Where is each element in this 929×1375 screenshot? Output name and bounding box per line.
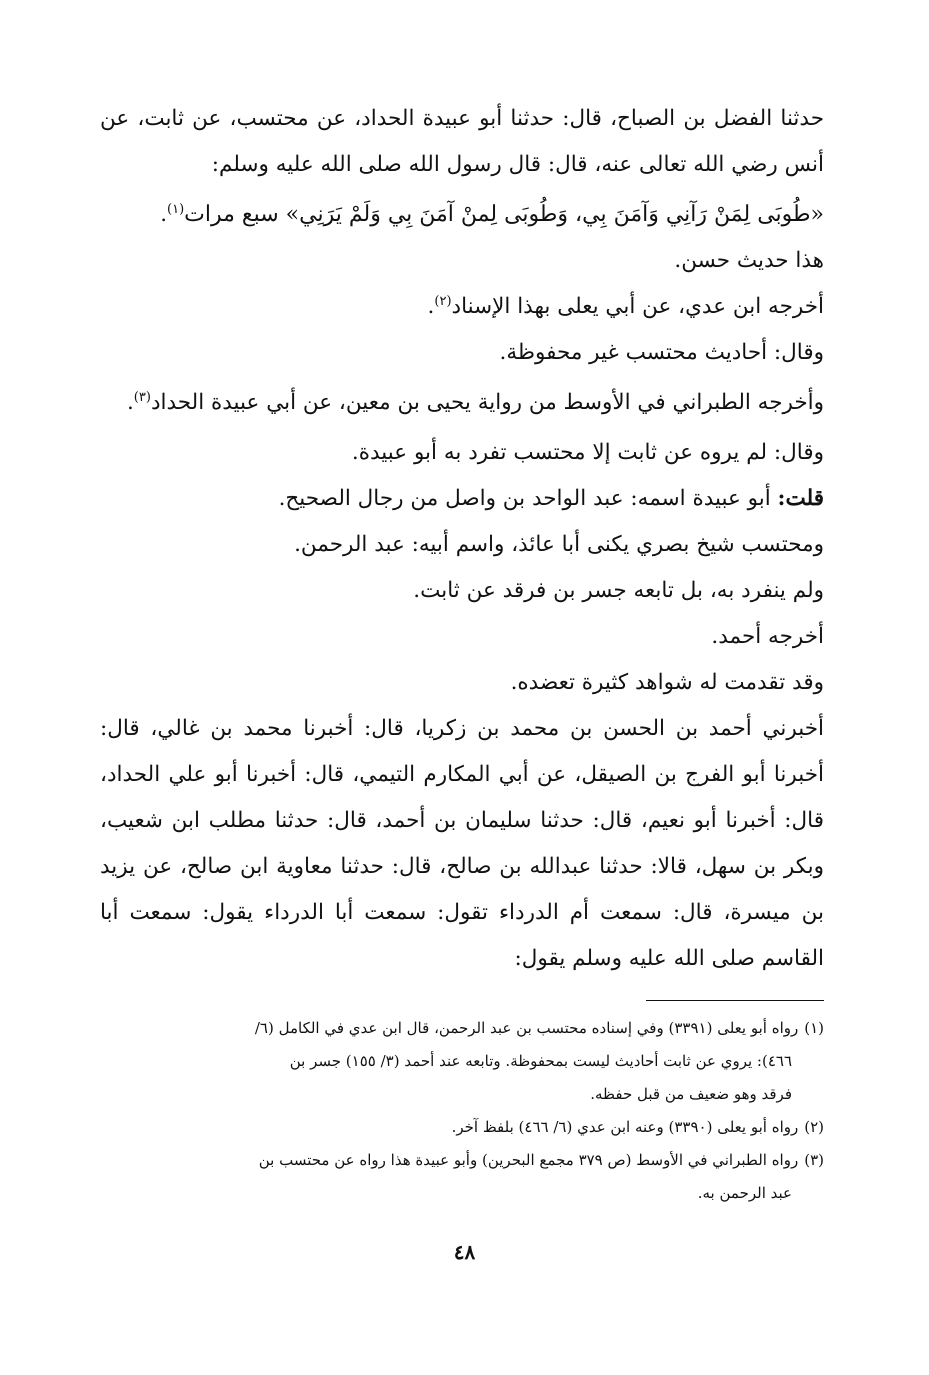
footnote-1-line-1 xyxy=(100,1012,824,1045)
hadith-body: «طُوبَى لِمَنْ رَآنِي وَآمَنَ بِي، وَطُوبَى لِمنْ آمَنَ بِي وَلَمْ يَرَنِي» سبع مرات xyxy=(184,202,824,227)
hadith-end: . xyxy=(160,202,168,227)
author-note-label: قلت: xyxy=(777,486,824,511)
footnote-1-text-1: رواه أبو يعلى (٣٣٩١) وفي إسناده محتسب بن عبد الرحمن، قال ابن عدي في الكامل (٦/ xyxy=(254,1019,799,1037)
footnote-divider xyxy=(646,1000,824,1001)
grading-line: هذا حديث حسن. xyxy=(674,248,824,273)
footnote-3-text-1: رواه الطبراني في الأوسط (ص ٣٧٩ مجمع البحرين) وأبو عبيدة هذا رواه عن محتسب بن xyxy=(258,1151,799,1169)
footnote-1-line-3: فرقد وهو ضعيف من قبل حفظه. xyxy=(590,1085,792,1103)
footnote-1-number: (١) xyxy=(804,1019,824,1037)
tabarani-comment: وقال: لم يروه عن ثابت إلا محتسب تفرد به أبو عبيدة. xyxy=(351,440,824,465)
ibn-adi-text: أخرجه ابن عدي، عن أبي يعلى بهذا الإسناد xyxy=(451,294,824,319)
ahmad-line: أخرجه أحمد. xyxy=(711,624,824,649)
footnote-3-number: (٣) xyxy=(804,1151,824,1169)
ibn-adi-line xyxy=(100,284,824,330)
footnote-3-line-1 xyxy=(100,1144,824,1177)
footnote-ref-1: (١) xyxy=(167,201,185,217)
author-note xyxy=(100,476,824,522)
page-number: ٤٨ xyxy=(453,1240,476,1264)
footnote-ref-2: (٢) xyxy=(434,293,452,309)
tabarani-end: . xyxy=(126,390,134,415)
paragraph-chain-1: حدثنا الفضل بن الصباح، قال: حدثنا أبو عبيدة الحداد، عن محتسب، عن ثابت، عن أنس رضي الله تعالى عنه، قال: قال رسول الله صلى الله عليه وسلم: xyxy=(100,106,824,177)
corroboration-note: ولم ينفرد به، بل تابعه جسر بن فرقد عن ثابت. xyxy=(413,578,824,603)
muhtasib-note: ومحتسب شيخ بصري يكنى أبا عائذ، واسم أبيه: عبد الرحمن. xyxy=(294,532,824,557)
author-note-text: أبو عبيدة اسمه: عبد الواحد بن واصل من رجال الصحيح. xyxy=(278,486,778,511)
main-text xyxy=(100,96,824,982)
footnote-2-text: رواه أبو يعلى (٣٣٩٠) وعنه ابن عدي (٦/ ٤٦٦) بلفظ آخر. xyxy=(451,1118,799,1136)
hadith-text xyxy=(100,192,824,238)
tabarani-text: وأخرجه الطبراني في الأوسط من رواية يحيى بن معين، عن أبي عبيدة الحداد xyxy=(150,390,824,415)
footnote-1-line-2: ٤٦٦): يروي عن ثابت أحاديث ليست بمحفوظة. وتابعه عند أحمد (٣/ ١٥٥) جسر بن xyxy=(289,1052,792,1070)
ibn-adi-end: . xyxy=(427,294,435,319)
footnote-2-number: (٢) xyxy=(804,1118,824,1136)
footnotes xyxy=(100,1012,824,1210)
tabarani-line xyxy=(100,380,824,426)
paragraph-chain-2: أخبرني أحمد بن الحسن بن محمد بن زكريا، قال: أخبرنا محمد بن غالي، قال: أخبرنا أبو الفرج بن الصيقل، عن أبي المكارم التيمي، قال: أخبرنا أبو علي الحداد، قال: أخبرنا أبو نعيم، قال: حدثنا سليمان بن أحمد، قال: حدثنا مطلب ابن شعيب، وبكر بن سهل، قالا: حدثنا عبدالله بن صالح، قال: حدثنا معاوية ابن صالح، عن يزيد بن ميسرة، قال: سمعت أم الدرداء تقول: سمعت أبا الدرداء يقول: سمعت أبا القاسم صلى الله عليه وسلم يقول: xyxy=(100,716,824,971)
footnote-3-line-2: عبد الرحمن به. xyxy=(697,1184,792,1202)
footnote-2 xyxy=(100,1111,824,1144)
footnote-ref-3: (٣) xyxy=(133,389,151,405)
witnesses-line: وقد تقدمت له شواهد كثيرة تعضده. xyxy=(510,670,824,695)
ibn-adi-comment: وقال: أحاديث محتسب غير محفوظة. xyxy=(499,340,824,365)
